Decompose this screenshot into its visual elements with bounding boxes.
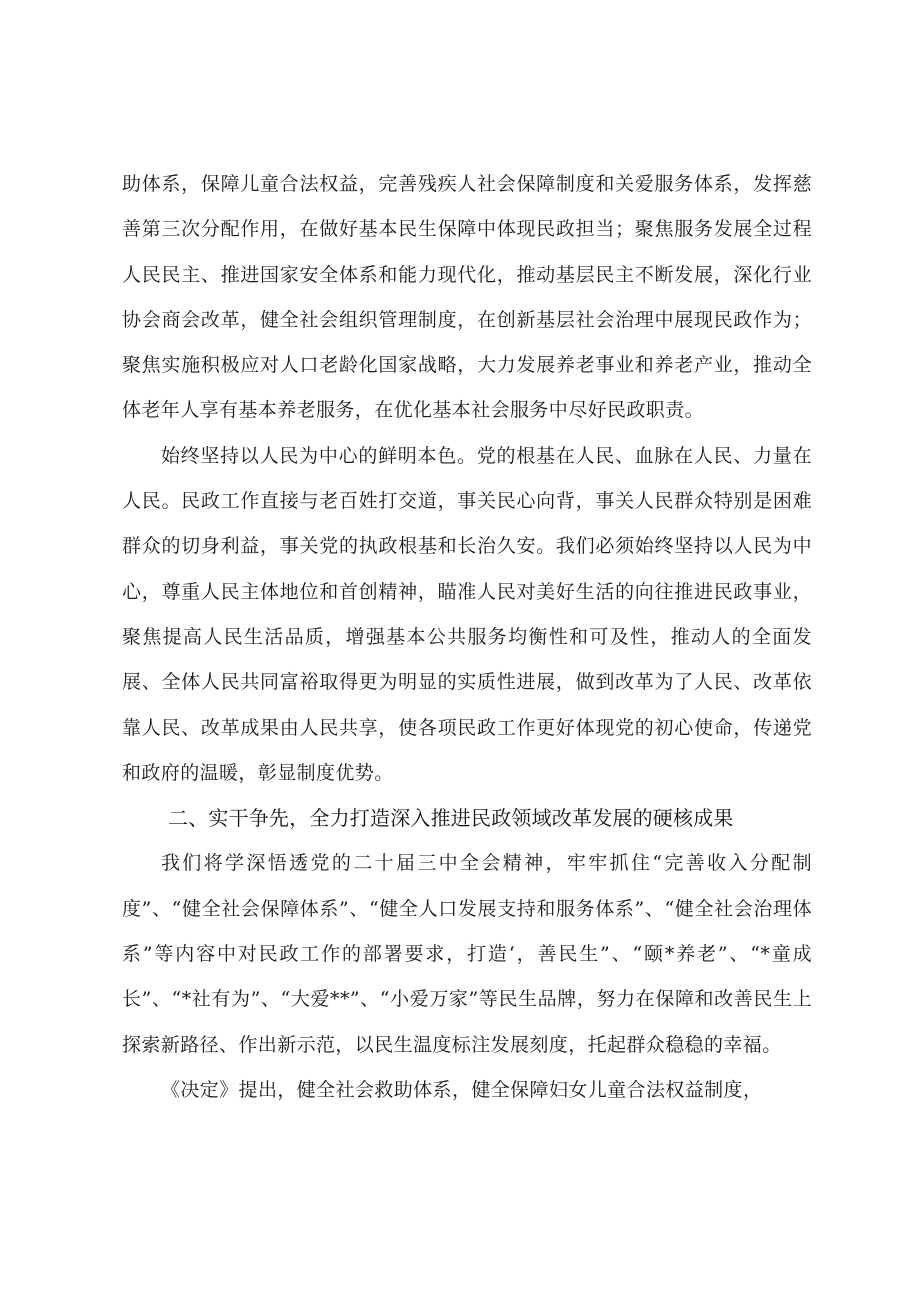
paragraph-people-centered: 始终坚持以人民为中心的鲜明本色。党的根基在人民、血脉在人民、力量在人民。民政工作直接与老百姓打交道，事关民心向背，事关人民群众特别是困难群众的切身利益，事关党的执政根基和长治久安。我们必须始终坚持以人民为中心，尊重人民主体地位和首创精神，瞄准人民对美好生活的向往推进民政事业，聚焦提高人民生活品质，增强基本公共服务均衡性和可及性，推动人的全面发展、全体人民共同富裕取得更为明显的实质性进展，做到改革为了人民、改革依靠人民、改革成果由人民共享，使各项民政工作更好体现党的初心使命，传递党和政府的温暖，彰显制度优势。 xyxy=(122,444,812,784)
paragraph-decision: 《决定》提出，健全社会救助体系，健全保障妇女儿童合法权益制度， xyxy=(160,1078,763,1101)
paragraph-continued: 助体系，保障儿童合法权益，完善残疾人社会保障制度和关爱服务体系，发挥慈善第三次分配作用，在做好基本民生保障中体现民政担当；聚焦服务发展全过程人民民主、推进国家安全体系和能力现代化，推动基层民主不断发展，深化行业协会商会改革，健全社会组织管理制度，在创新基层社会治理中展现民政作为；聚焦实施积极应对人口老龄化国家战略，大力发展养老事业和养老产业，推动全体老年人享有基本养老服务，在优化基本社会服务中尽好民政职责。 xyxy=(122,173,812,422)
paragraph-brands: 我们将学深悟透党的二十届三中全会精神，牢牢抓住“完善收入分配制度”、“健全社会保障体系”、“健全人口发展支持和服务体系”、“健全社会治理体系”等内容中对民政工作的部署要求，打造‘，善民生”、“颐*养老”、“*童成长”、“*社有为”、“大爱**”、“小爱万家”等民生品牌，努力在保障和改善民生上探索新路径、作出新示范，以民生温度标注发展刻度，托起群众稳稳的幸福。 xyxy=(122,852,812,1056)
section-heading-2: 二、实干争先，全力打造深入推进民政领域改革发展的硬核成果 xyxy=(168,806,734,831)
document-body xyxy=(122,162,812,1113)
